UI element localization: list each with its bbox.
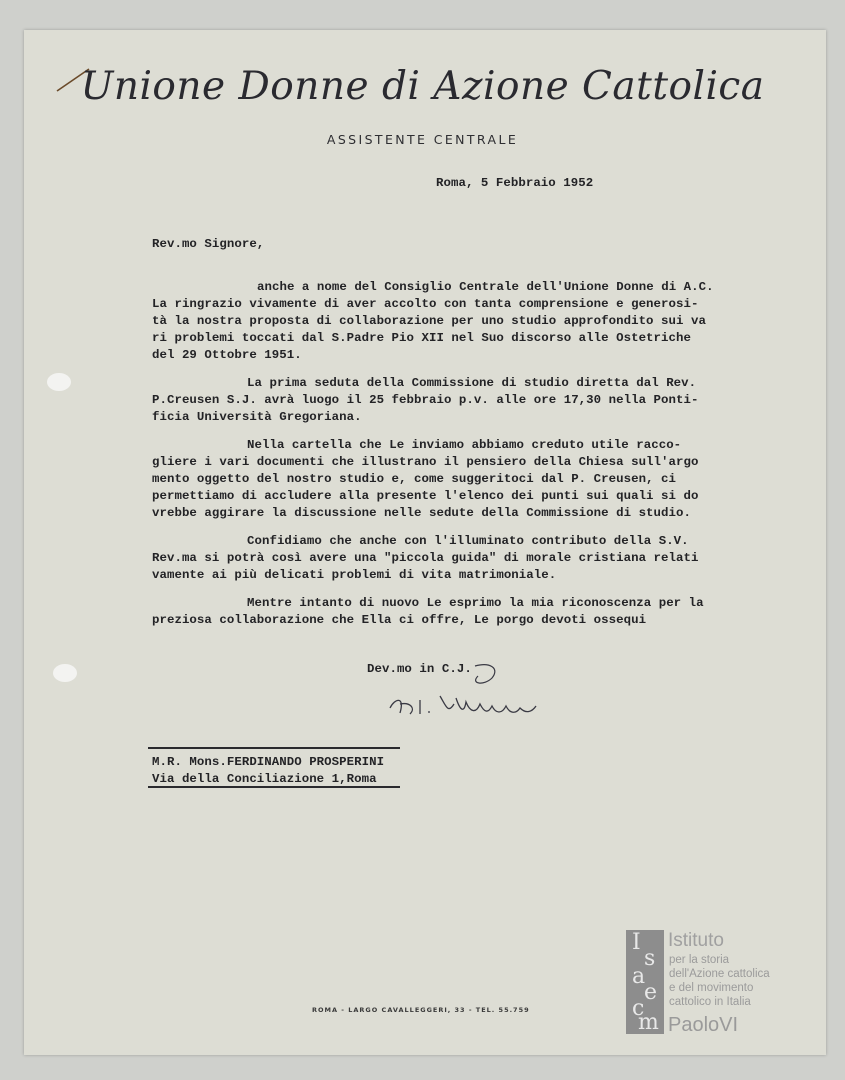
letterhead-subtitle: ASSISTENTE CENTRALE [326, 132, 519, 147]
logo-line: per la storia [669, 954, 730, 966]
logo-letter: a [632, 964, 646, 989]
body-line: ri problemi toccati dal S.Padre Pio XII nel Suo discorso alle Ostetriche [152, 331, 691, 345]
footer-address: ROMA - LARGO CAVALLEGGERI, 33 - TEL. 55.759 [312, 1006, 530, 1014]
body-line: P.Creusen S.J. avrà luogo il 25 febbraio p.v. alle ore 17,30 nella Ponti- [152, 393, 699, 407]
body-line: Mentre intanto di nuovo Le esprimo la mia riconoscenza per la [247, 596, 704, 610]
punch-hole-bottom [53, 664, 77, 682]
body-line: La ringrazio vivamente di aver accolto con tanta comprensione e generosi- [152, 297, 699, 311]
recipient-address: Via della Conciliazione 1,Roma [152, 772, 377, 786]
logo-line: cattolico in Italia [669, 996, 751, 1008]
body-line: tà la nostra proposta di collaborazione per uno studio approfondito sui va [152, 314, 706, 328]
logo-letter: I [632, 930, 641, 955]
isacem-watermark-logo [626, 930, 786, 1036]
handwritten-signature [370, 658, 550, 728]
body-line: Rev.ma si potrà così avere una "piccola guida" di morale cristiana relati [152, 551, 699, 565]
body-line: del 29 Ottobre 1951. [152, 348, 302, 362]
body-line: preziosa collaborazione che Ella ci offre, Le porgo devoti ossequi [152, 613, 647, 627]
letterhead-title: Unione Donne di Azione Cattolica [80, 64, 765, 109]
logo-title: Istituto [668, 930, 724, 951]
body-line: vrebbe aggirare la discussione nelle sedute della Commissione di studio. [152, 506, 691, 520]
logo-line: e del movimento [669, 982, 754, 994]
logo-letter: s [644, 946, 656, 971]
logo-signature: PaoloVI [668, 1014, 739, 1036]
closing: Dev.mo in C.J. [367, 662, 472, 676]
recipient-rule-bottom [148, 786, 400, 788]
body-line: gliere i vari documenti che illustrano il pensiero della Chiesa sull'argo [152, 455, 699, 469]
logo-letter: e [644, 980, 658, 1005]
recipient-rule-top [148, 747, 400, 749]
body-line: La prima seduta della Commissione di studio diretta dal Rev. [247, 376, 697, 390]
recipient-name: M.R. Mons.FERDINANDO PROSPERINI [152, 755, 385, 769]
body-line: permettiamo di accludere alla presente l'elenco dei punti sui quali si do [152, 489, 699, 503]
body-line: ficia Università Gregoriana. [152, 410, 362, 424]
logo-line: dell'Azione cattolica [669, 968, 770, 980]
logo-letter: m [638, 1010, 659, 1035]
body-line: Nella cartella che Le inviamo abbiamo creduto utile racco- [247, 438, 682, 452]
letter-date: Roma, 5 Febbraio 1952 [436, 176, 594, 190]
body-line: vamente ai più delicati problemi di vita matrimoniale. [152, 568, 557, 582]
punch-hole-top [47, 373, 71, 391]
logo-letter: c [632, 996, 645, 1021]
body-line: Confidiamo che anche con l'illuminato contributo della S.V. [247, 534, 689, 548]
logo-letter-block [626, 930, 664, 1034]
body-line: anche a nome del Consiglio Centrale dell'Unione Donne di A.C. [257, 280, 714, 294]
salutation: Rev.mo Signore, [152, 237, 265, 251]
body-line: mento oggetto del nostro studio e, come suggeritoci dal P. Creusen, ci [152, 472, 676, 486]
